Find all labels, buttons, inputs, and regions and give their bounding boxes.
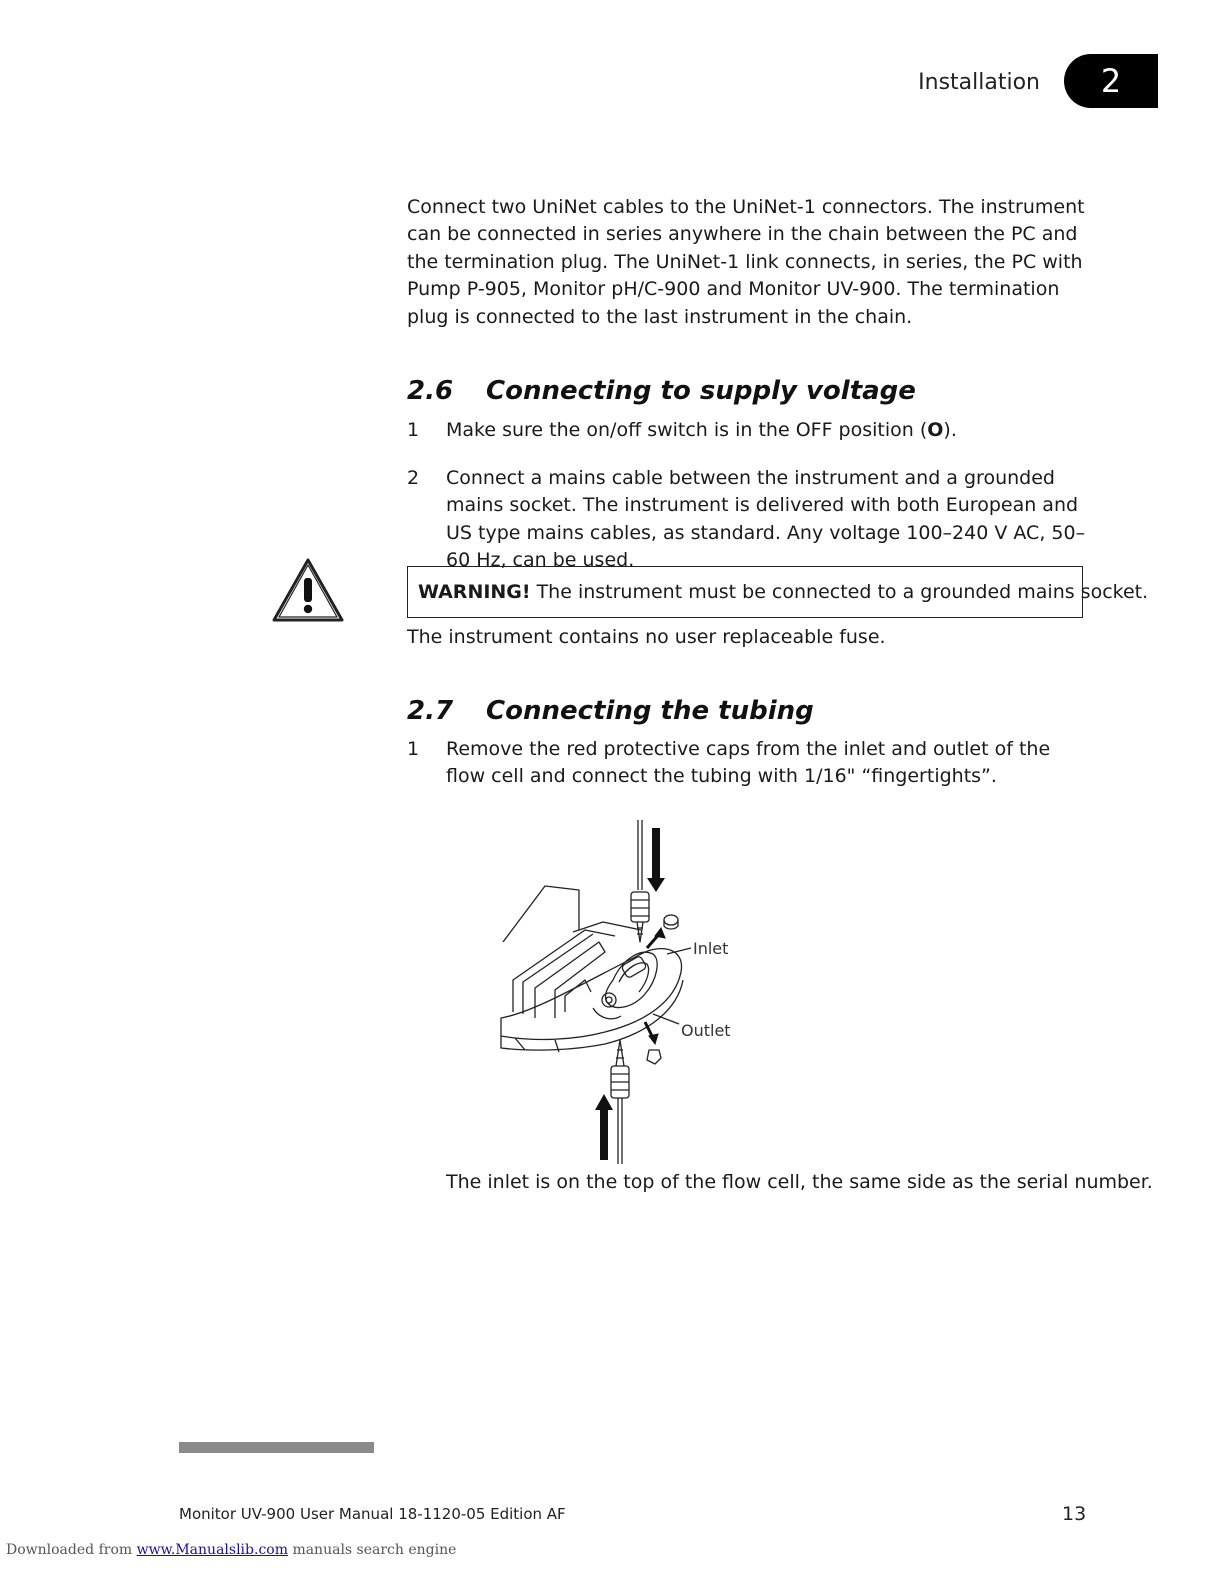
download-source-line xyxy=(6,1542,456,1558)
page-number: 13 xyxy=(1062,1503,1087,1525)
chapter-label: Installation xyxy=(918,70,1040,95)
step-text: Connect a mains cable between the instrument and a grounded mains socket. The instrument is delivered with both European and US type mains cables, as standard. Any voltage 100–240 V AC, 50–60 Hz, can be used. xyxy=(446,467,1086,572)
section-heading-2-7 xyxy=(407,696,1007,730)
manual-title: Monitor UV-900 User Manual 18-1120-05 Edition AF xyxy=(179,1505,566,1523)
step-text-before: Make sure the on/off switch is in the OFF position ( xyxy=(446,419,928,441)
flow-cell-illustration xyxy=(495,812,745,1168)
warning-box xyxy=(407,566,1149,618)
warning-text: The instrument must be connected to a grounded mains socket. xyxy=(536,581,1149,603)
section-number: 2.6 xyxy=(407,376,454,406)
downloaded-prefix: Downloaded from xyxy=(6,1542,133,1558)
outlet-label: Outlet xyxy=(681,1021,731,1040)
step-text xyxy=(446,417,957,444)
fuse-note: The instrument contains no user replaceable fuse. xyxy=(407,626,886,648)
intro-paragraph: Connect two UniNet cables to the UniNet-1 connectors. The instrument can be connected in series anywhere in the chain between the PC and the termination plug. The UniNet-1 link connects, in series, the PC with Pump P-905, Monitor pH/C-900 and Monitor UV-900. The termination plug is connected to the last instrument in the chain. xyxy=(407,196,1085,328)
inlet-label: Inlet xyxy=(693,939,729,958)
chapter-number-tab: 2 xyxy=(1064,54,1158,108)
step-item xyxy=(407,465,1097,572)
section-title: Connecting to supply voltage xyxy=(486,376,916,406)
figure-caption: The inlet is on the top of the flow cell, the same side as the serial number. xyxy=(446,1171,1153,1193)
step-text: Remove the red protective caps from the inlet and outlet of the flow cell and connect the tubing with 1/16" “fingertights”. xyxy=(446,738,1051,788)
warning-label: WARNING! xyxy=(418,581,531,603)
step-item xyxy=(407,736,1097,792)
source-suffix: manuals search engine xyxy=(292,1542,457,1558)
section-title: Connecting the tubing xyxy=(486,696,814,726)
section-heading-2-6 xyxy=(407,376,1007,410)
step-item xyxy=(407,417,1087,445)
step-number: 2 xyxy=(407,467,420,489)
off-symbol: O xyxy=(927,419,944,441)
step-text-after: ). xyxy=(943,419,957,441)
section-number: 2.7 xyxy=(407,696,454,726)
manualslib-link[interactable]: www.Manualslib.com xyxy=(136,1542,288,1558)
footer-bar xyxy=(179,1442,374,1453)
step-number: 1 xyxy=(407,419,420,441)
step-number: 1 xyxy=(407,738,420,760)
warning-triangle-icon xyxy=(270,556,346,624)
